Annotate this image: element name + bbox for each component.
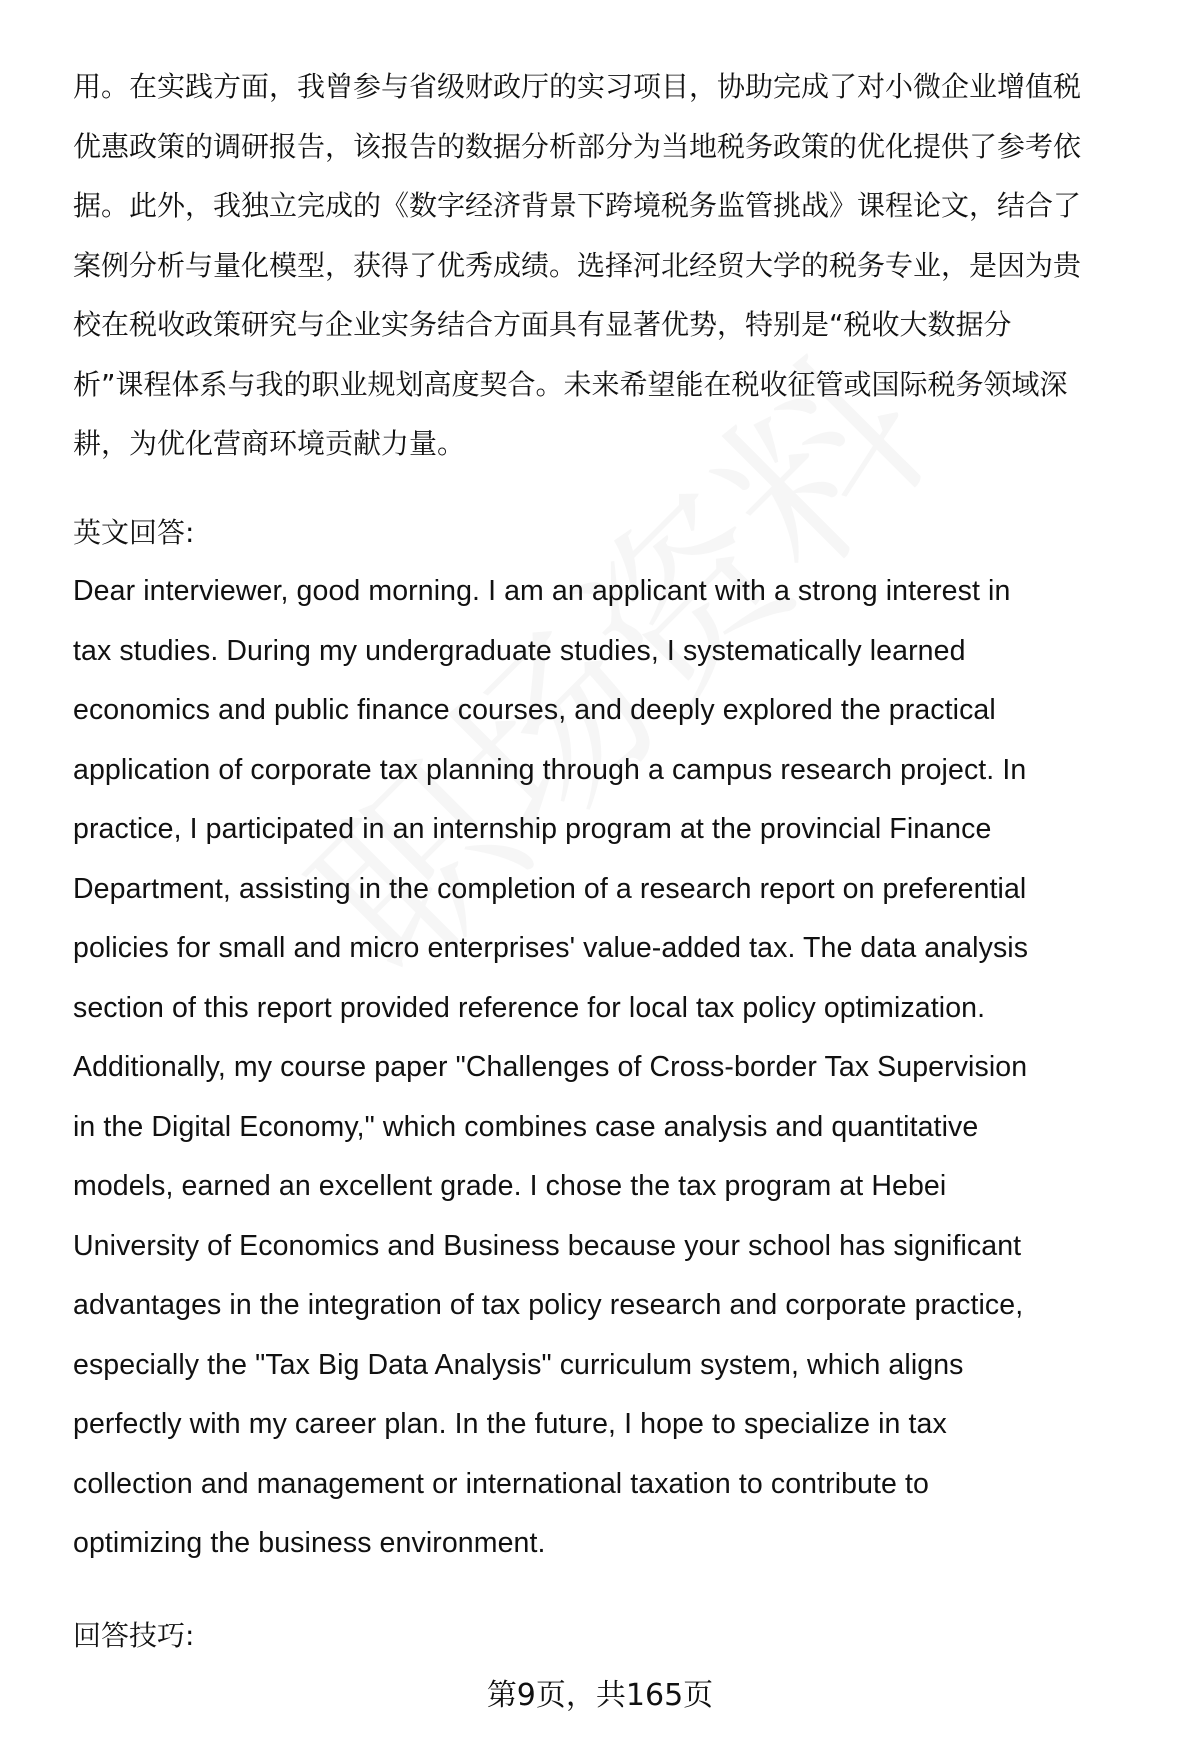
text-line: Dear interviewer, good morning. I am an applicant with a strong interest in — [73, 575, 1011, 607]
text-line: practice, I participated in an internship program at the provincial Finance — [73, 813, 992, 845]
page-number-footer: 第9页，共165页 — [486, 1678, 714, 1713]
text-line: models, earned an excellent grade. I chose the tax program at Hebei — [73, 1170, 947, 1202]
text-line: collection and management or international taxation to contribute to — [73, 1467, 929, 1500]
text-line: advantages in the integration of tax policy research and corporate practice, — [73, 1289, 1024, 1321]
text-line: section of this report provided reference for local tax policy optimization. — [73, 991, 986, 1024]
text-line: 析”课程体系与我的职业规划高度契合。未来希望能在税收征管或国际税务领域深 — [73, 367, 1068, 401]
text-line: 耕，为优化营商环境贡献力量。 — [73, 427, 466, 460]
text-line: 校在税收政策研究与企业实务结合方面具有显著优势，特别是“税收大数据分 — [73, 308, 1012, 341]
chinese-answer-paragraph — [73, 57, 1081, 474]
text-line: policies for small and micro enterprises' value-added tax. The data analysis — [73, 932, 1029, 964]
text-line: perfectly with my career plan. In the future, I hope to specialize in tax — [73, 1408, 947, 1440]
english-answer-paragraph — [73, 562, 1028, 1574]
text-line: 用。在实践方面，我曾参与省级财政厅的实习项目，协助完成了对小微企业增值税 — [73, 70, 1082, 103]
text-line: application of corporate tax planning through a campus research project. In — [73, 753, 1027, 786]
text-line: 案例分析与量化模型，获得了优秀成绩。选择河北经贸大学的税务专业，是因为贵 — [73, 248, 1082, 282]
text-line: Department, assisting in the completion of a research report on preferential — [73, 872, 1027, 905]
text-line: University of Economics and Business because your school has significant — [73, 1229, 1022, 1262]
text-line: Additionally, my course paper "Challenges of Cross-border Tax Supervision — [73, 1051, 1028, 1083]
text-line: economics and public finance courses, and deeply explored the practical — [73, 694, 996, 726]
text-line: tax studies. During my undergraduate studies, I systematically learned — [73, 634, 966, 667]
text-line: 优惠政策的调研报告，该报告的数据分析部分为当地税务政策的优化提供了参考依 — [73, 129, 1082, 163]
answer-tips-heading: 回答技巧: — [73, 1619, 195, 1652]
text-line: especially the "Tax Big Data Analysis" curriculum system, which aligns — [73, 1348, 964, 1381]
text-line: in the Digital Economy," which combines case analysis and quantitative — [73, 1110, 979, 1143]
text-line: optimizing the business environment. — [73, 1527, 546, 1559]
text-line: 据。此外，我独立完成的《数字经济背景下跨境税务监管挑战》课程论文，结合了 — [73, 189, 1082, 222]
english-answer-heading: 英文回答: — [73, 516, 195, 549]
